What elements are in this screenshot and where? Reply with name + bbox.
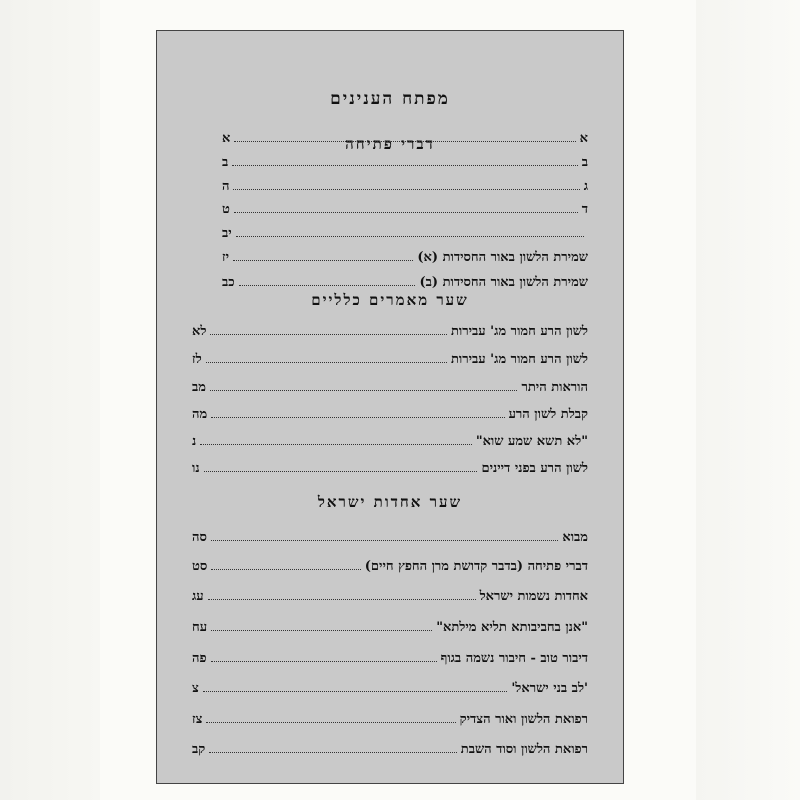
toc-entry-page: א <box>222 131 231 146</box>
toc-entry-label: דיבור טוב - חיבור נשמה בגוף <box>440 651 588 666</box>
section-heading-general-articles: שער מאמרים כלליים <box>311 291 469 309</box>
section-heading-jewish-unity: שער אחדות ישראל <box>317 493 463 511</box>
toc-entry-page: נו <box>192 461 200 476</box>
toc-entry <box>192 429 588 449</box>
toc-entry-page: פה <box>192 651 207 666</box>
toc-entry <box>192 646 588 666</box>
page-margin-left <box>0 0 100 800</box>
toc-entry-label: רפואת הלשון ואור הצדיק <box>459 712 588 727</box>
leader-dots <box>233 260 413 261</box>
leader-dots <box>211 417 504 418</box>
toc-entry-page: מב <box>192 380 206 395</box>
leader-dots <box>210 390 517 391</box>
leader-dots <box>203 691 508 692</box>
toc-entry <box>192 584 588 604</box>
leader-dots <box>234 212 578 213</box>
toc-entry <box>192 347 588 367</box>
toc-entry-label: קבלת לשון הרע <box>508 407 588 422</box>
toc-entry-label: לשון הרע חמור מג' עבירות <box>450 352 588 367</box>
toc-entry-page: ב <box>222 155 229 170</box>
toc-entry-page: עג <box>192 589 204 604</box>
leader-dots <box>211 661 437 662</box>
toc-entry-label: "לא תשא שמע שוא" <box>475 434 588 449</box>
toc-entry-label: ג <box>583 179 588 194</box>
leader-dots <box>239 285 416 286</box>
toc-entry-label: 'לב בני ישראל' <box>511 681 588 696</box>
toc-entry-page: ט <box>222 202 230 217</box>
toc-entry-page: מה <box>192 407 208 422</box>
toc-entry <box>222 270 588 290</box>
leader-dots <box>204 471 478 472</box>
toc-entry-page: קב <box>192 742 206 757</box>
leader-dots <box>211 630 432 631</box>
leader-dots <box>206 722 455 723</box>
toc-entry <box>222 126 588 146</box>
toc-entry <box>192 737 588 757</box>
toc-entry-label: ד <box>581 202 588 217</box>
leader-dots <box>206 362 447 363</box>
toc-entry-page: כב <box>222 275 235 290</box>
toc-entry <box>192 456 588 476</box>
toc-entry-page: יז <box>222 250 230 265</box>
toc-entry <box>192 375 588 395</box>
toc-entry-page: לז <box>192 352 202 367</box>
toc-entry-label: רפואת הלשון וסוד השבת <box>460 742 588 757</box>
toc-entry <box>192 676 588 696</box>
section-heading-opening: דברי פתיחה <box>345 135 435 153</box>
leader-dots <box>211 569 361 570</box>
toc-entry <box>222 150 588 170</box>
toc-entry <box>192 554 588 574</box>
leader-dots <box>234 141 575 142</box>
toc-entry-page: ה <box>222 179 230 194</box>
toc-entry-label: לשון הרע חמור מג' עבירות <box>450 324 588 339</box>
leader-dots <box>232 165 577 166</box>
toc-entry-page: סט <box>192 559 208 574</box>
table-of-contents-box <box>156 30 624 784</box>
toc-entry-label: מבוא <box>562 530 588 545</box>
toc-entry-label: ב <box>581 155 588 170</box>
leader-dots <box>233 189 579 190</box>
toc-entry <box>222 221 588 241</box>
toc-entry <box>192 319 588 339</box>
toc-entry <box>222 245 588 265</box>
leader-dots <box>209 752 457 753</box>
toc-entry-label: הוראות היתר <box>521 380 588 395</box>
toc-entry <box>222 174 588 194</box>
toc-entry <box>222 197 588 217</box>
leader-dots <box>210 334 447 335</box>
leader-dots <box>208 599 476 600</box>
toc-entry <box>192 525 588 545</box>
toc-entry-label: לשון הרע בפני דיינים <box>481 461 588 476</box>
toc-entry <box>192 615 588 635</box>
leader-dots <box>211 540 558 541</box>
toc-entry-page: עח <box>192 620 208 635</box>
toc-entry-label: "אנן בחביבותא תליא מילתא" <box>436 620 588 635</box>
toc-entry-label: דברי פתיחה (בדבר קדושת מרן החפץ חיים) <box>364 559 588 574</box>
toc-entry-label: שמירת הלשון באור החסידות (א) <box>417 250 588 265</box>
toc-entry-label: שמירת הלשון באור החסידות (ב) <box>419 275 588 290</box>
leader-dots <box>200 444 472 445</box>
toc-entry-page: סה <box>192 530 207 545</box>
toc-entry-page: לא <box>192 324 207 339</box>
toc-entry-label: אחדות נשמות ישראל <box>479 589 588 604</box>
toc-entry <box>192 402 588 422</box>
toc-entry <box>192 707 588 727</box>
toc-entry-page: צז <box>192 712 203 727</box>
toc-entry-page: נ <box>192 434 197 449</box>
toc-entry-label: א <box>579 131 588 146</box>
toc-entry-page: יב <box>222 226 232 241</box>
page-margin-right <box>696 0 800 800</box>
leader-dots <box>236 236 584 237</box>
toc-title: מפתח הענינים <box>330 89 450 109</box>
toc-entry-page: צ <box>192 681 199 696</box>
